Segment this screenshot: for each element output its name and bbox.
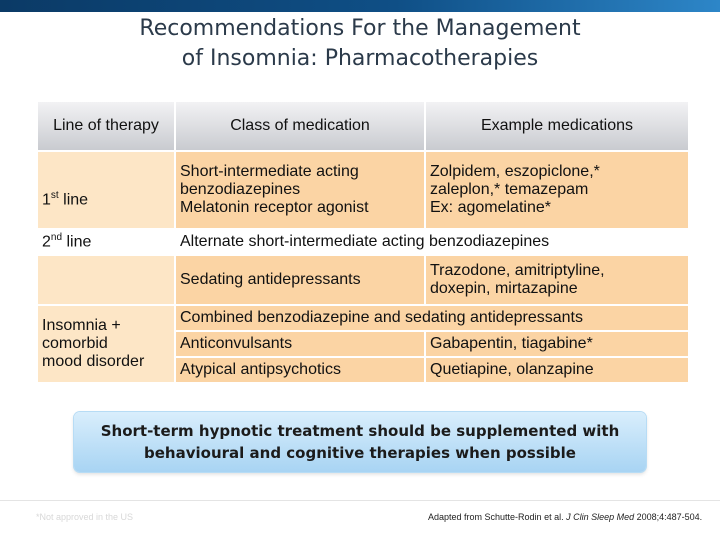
header-example-medications: Example medications — [426, 102, 688, 150]
footer-note: *Not approved in the US — [36, 512, 134, 522]
table-row-second-line — [38, 230, 688, 254]
blank-cell — [38, 256, 174, 304]
pharmacotherapy-table — [36, 100, 690, 384]
header-class-of-medication: Class of medication — [176, 102, 424, 150]
second-line-alternate: Alternate short-intermediate acting benzodiazepines — [176, 230, 688, 254]
footer-divider — [0, 500, 720, 501]
first-line-label: 1st line — [38, 152, 174, 228]
banner-line-2: behavioural and cognitive therapies when possible — [144, 444, 576, 462]
table-header-row — [38, 102, 688, 150]
first-line-examples: Zolpidem, eszopiclone,* zaleplon,* temazepam Ex: agomelatine* — [426, 152, 688, 228]
title-line-1: Recommendations For the Management — [139, 16, 581, 41]
comorbid-class-3: Atypical antipsychotics — [176, 358, 424, 382]
banner-line-1: Short-term hypnotic treatment should be supplemented with — [100, 422, 620, 440]
header-line-of-therapy: Line of therapy — [38, 102, 174, 150]
second-line-examples: Trazodone, amitriptyline, doxepin, mirtazapine — [426, 256, 688, 304]
table-row-comorbid-combined — [38, 306, 688, 330]
first-line-classes: Short-intermediate acting benzodiazepines Melatonin receptor agonist — [176, 152, 424, 228]
second-line-class: Sedating antidepressants — [176, 256, 424, 304]
table-row-sedating — [38, 256, 688, 304]
comorbid-examples-2: Gabapentin, tiagabine* — [426, 332, 688, 356]
key-message-banner — [74, 412, 646, 472]
title-line-2: of Insomnia: Pharmacotherapies — [181, 46, 539, 71]
top-accent-bar — [0, 0, 720, 12]
comorbid-combined: Combined benzodiazepine and sedating antidepressants — [176, 306, 688, 330]
slide-title — [80, 14, 640, 74]
second-line-label: 2nd line — [38, 230, 174, 254]
comorbid-examples-3: Quetiapine, olanzapine — [426, 358, 688, 382]
comorbid-class-2: Anticonvulsants — [176, 332, 424, 356]
comorbid-label: Insomnia + comorbid mood disorder — [38, 306, 174, 382]
table-row-first-line — [38, 152, 688, 228]
footer-source: Adapted from Schutte-Rodin et al. J Clin Sleep Med 2008;4:487-504. — [428, 512, 703, 522]
